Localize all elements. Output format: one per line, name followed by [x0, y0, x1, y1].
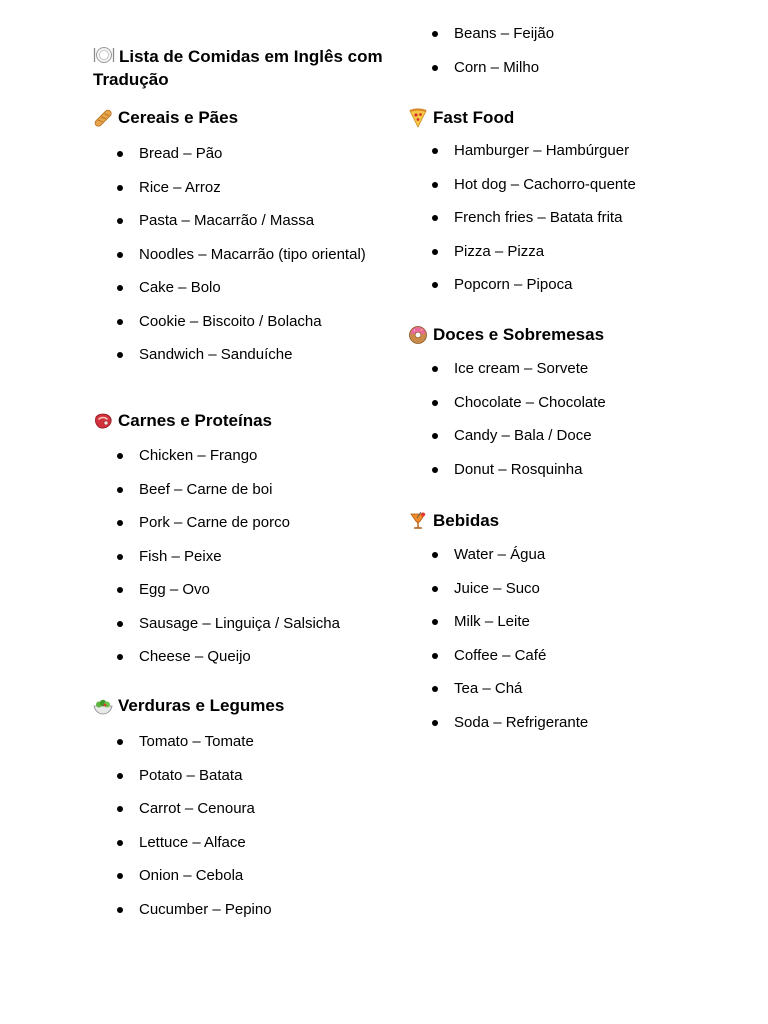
section-heading-text: Fast Food: [433, 108, 515, 127]
list-item: Milk – Leite: [408, 613, 708, 630]
list-item: Carrot – Cenoura: [93, 800, 383, 817]
list-item: Coffee – Café: [408, 647, 708, 664]
list-item: French fries – Batata frita: [408, 209, 708, 226]
list-item: Bread – Pão: [93, 145, 383, 162]
page-title: [93, 45, 383, 91]
list-item: Tea – Chá: [408, 680, 708, 697]
item-list: [408, 360, 708, 478]
list-item: Candy – Bala / Doce: [408, 427, 708, 444]
list-item: Donut – Rosquinha: [408, 461, 708, 478]
section-heading-text: Cereais e Pães: [118, 108, 239, 127]
cocktail-icon: [408, 511, 428, 531]
item-list: [408, 546, 708, 731]
section-fastfood: [408, 107, 708, 310]
list-item: Lettuce – Alface: [93, 834, 383, 851]
list-item: Cookie – Biscoito / Bolacha: [93, 313, 383, 330]
baguette-icon: [93, 108, 113, 128]
list-item: Egg – Ovo: [93, 581, 383, 598]
list-item: Noodles – Macarrão (tipo oriental): [93, 246, 383, 263]
section-heading: [93, 695, 383, 717]
list-item: Chicken – Frango: [93, 447, 383, 464]
list-item: Water – Água: [408, 546, 708, 563]
item-list: [93, 145, 383, 363]
section-heading-text: Carnes e Proteínas: [118, 411, 273, 430]
section-bebidas: [408, 510, 708, 747]
list-item: Cheese – Queijo: [93, 648, 383, 665]
section-heading: [93, 410, 383, 432]
page-title-text: Lista de Comidas em Inglês com Tradução: [93, 47, 383, 89]
list-item: Chocolate – Chocolate: [408, 394, 708, 411]
item-list: [93, 733, 383, 918]
list-item: Onion – Cebola: [93, 867, 383, 884]
section-heading: [408, 107, 708, 129]
list-item: Corn – Milho: [408, 59, 708, 76]
pizza-icon: [408, 108, 428, 128]
list-item: Rice – Arroz: [93, 179, 383, 196]
plate-icon: [93, 46, 115, 64]
list-item: Soda – Refrigerante: [408, 714, 708, 731]
section-heading: [408, 324, 708, 346]
salad-icon: [93, 696, 113, 716]
list-item: Tomato – Tomate: [93, 733, 383, 750]
list-item: Hot dog – Cachorro-quente: [408, 176, 708, 193]
list-item: Pasta – Macarrão / Massa: [93, 212, 383, 229]
list-item: Fish – Peixe: [93, 548, 383, 565]
list-item: Beef – Carne de boi: [93, 481, 383, 498]
section-heading-text: Verduras e Legumes: [118, 696, 285, 715]
donut-icon: [408, 325, 428, 345]
section-carnes: [93, 410, 383, 682]
section-heading: [93, 107, 383, 129]
item-list: [408, 142, 708, 293]
section-cereais: [93, 107, 383, 380]
steak-icon: [93, 411, 113, 431]
list-item: Sandwich – Sanduíche: [93, 346, 383, 363]
section-heading-text: Doces e Sobremesas: [433, 325, 605, 344]
list-item: Juice – Suco: [408, 580, 708, 597]
list-item: Pizza – Pizza: [408, 243, 708, 260]
list-item: Potato – Batata: [93, 767, 383, 784]
section-heading: [408, 510, 708, 532]
section-verduras: [93, 695, 383, 934]
list-item: Cucumber – Pepino: [93, 901, 383, 918]
item-list: [93, 447, 383, 665]
list-item: Cake – Bolo: [93, 279, 383, 296]
list-item: Popcorn – Pipoca: [408, 276, 708, 293]
item-list: [408, 25, 708, 76]
list-item: Ice cream – Sorvete: [408, 360, 708, 377]
list-item: Pork – Carne de porco: [93, 514, 383, 531]
list-item: Beans – Feijão: [408, 25, 708, 42]
section-heading-text: Bebidas: [433, 511, 500, 530]
section-continued: [408, 25, 708, 92]
list-item: Sausage – Linguiça / Salsicha: [93, 615, 383, 632]
list-item: Hamburger – Hambúrguer: [408, 142, 708, 159]
section-doces: [408, 324, 708, 494]
